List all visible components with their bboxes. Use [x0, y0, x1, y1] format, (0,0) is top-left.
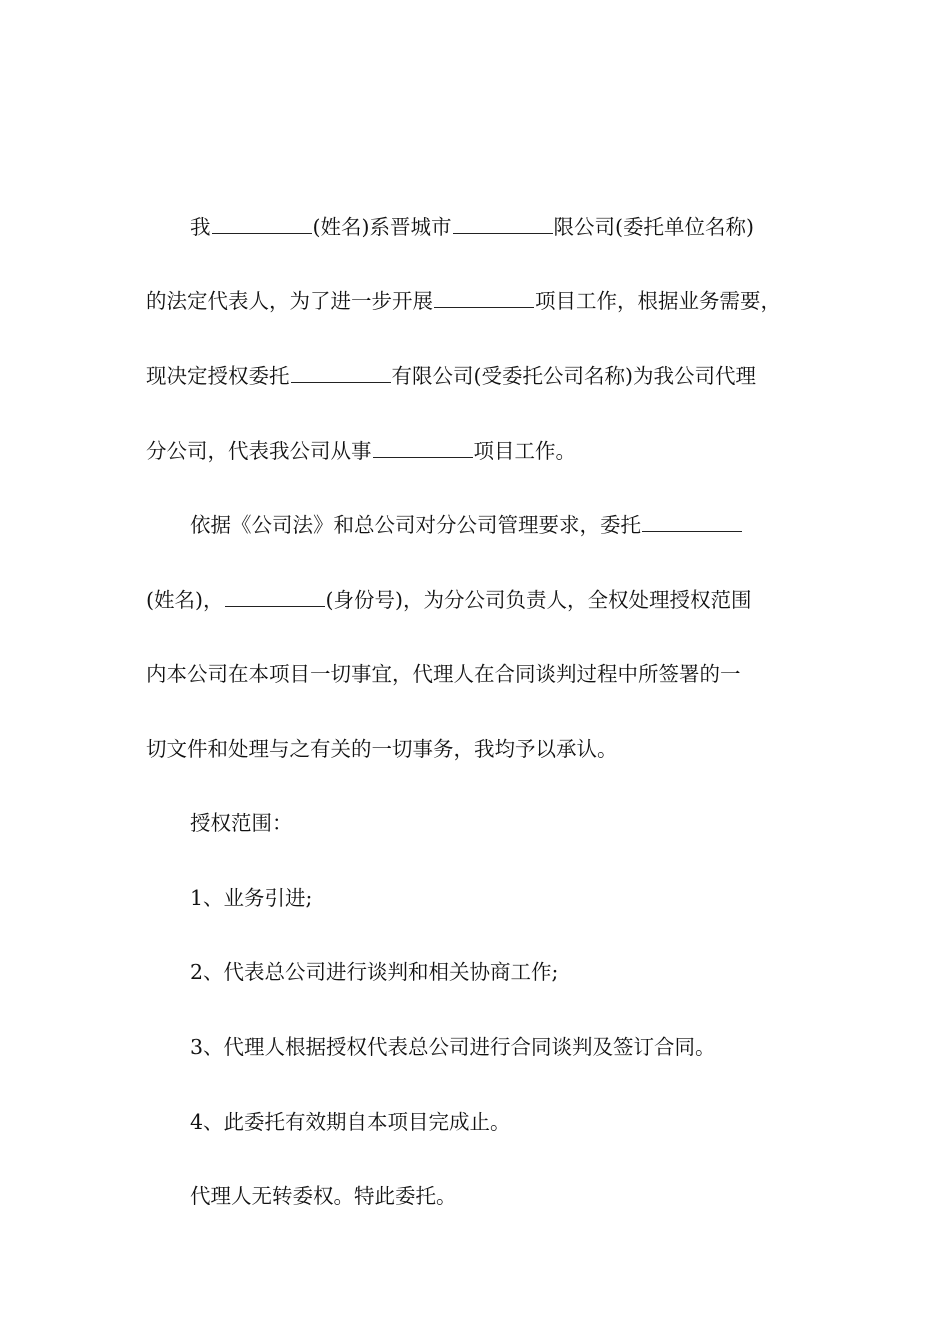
text: 我 — [190, 215, 211, 239]
text: 限公司(委托单位名称) — [553, 215, 754, 239]
text: 有限公司(受委托公司名称)为我公司代理 — [391, 364, 756, 388]
paragraph1-line1 — [190, 212, 862, 242]
paragraph2-line4 — [146, 734, 818, 764]
text: 现决定授权委托 — [146, 364, 290, 388]
text: (姓名)， — [146, 588, 224, 612]
id-number-blank — [225, 588, 325, 607]
text: 分公司，代表我公司从事 — [146, 439, 372, 463]
scope-item-3: 3、代理人根据授权代表总公司进行合同谈判及签订合同。 — [190, 1035, 716, 1059]
text: (姓名)系晋城市 — [312, 215, 452, 239]
entrusted-company-blank — [291, 364, 391, 383]
paragraph1-line3 — [146, 361, 818, 391]
scope-item-1: 1、业务引进; — [190, 886, 313, 910]
text: 切文件和处理与之有关的一切事务，我均予以承认。 — [146, 737, 618, 761]
paragraph2-line3 — [146, 659, 818, 689]
scope-item-4: 4、此委托有效期自本项目完成止。 — [190, 1110, 511, 1134]
closing-statement: 代理人无转委权。特此委托。 — [190, 1184, 457, 1208]
name-blank — [212, 215, 312, 234]
scope-item-2: 2、代表总公司进行谈判和相关协商工作; — [190, 960, 559, 984]
project-blank-2 — [373, 439, 473, 458]
text: 内本公司在本项目一切事宜，代理人在合同谈判过程中所签署的一 — [146, 662, 741, 686]
text: 项目工作，根据业务需要， — [535, 289, 781, 313]
text: 依据《公司法》和总公司对分公司管理要求，委托 — [190, 513, 641, 537]
project-blank — [434, 289, 534, 308]
paragraph2-line2 — [146, 585, 818, 615]
paragraph1-line2 — [146, 286, 818, 316]
text: 项目工作。 — [473, 439, 576, 463]
text: (身份号)，为分公司负责人，全权处理授权范围 — [325, 588, 752, 612]
scope-title: 授权范围： — [190, 811, 293, 835]
company-blank — [453, 215, 553, 234]
agent-name-blank — [642, 513, 742, 532]
paragraph1-line4 — [146, 436, 818, 466]
paragraph2-line1 — [190, 510, 862, 540]
text: 的法定代表人，为了进一步开展 — [146, 289, 433, 313]
